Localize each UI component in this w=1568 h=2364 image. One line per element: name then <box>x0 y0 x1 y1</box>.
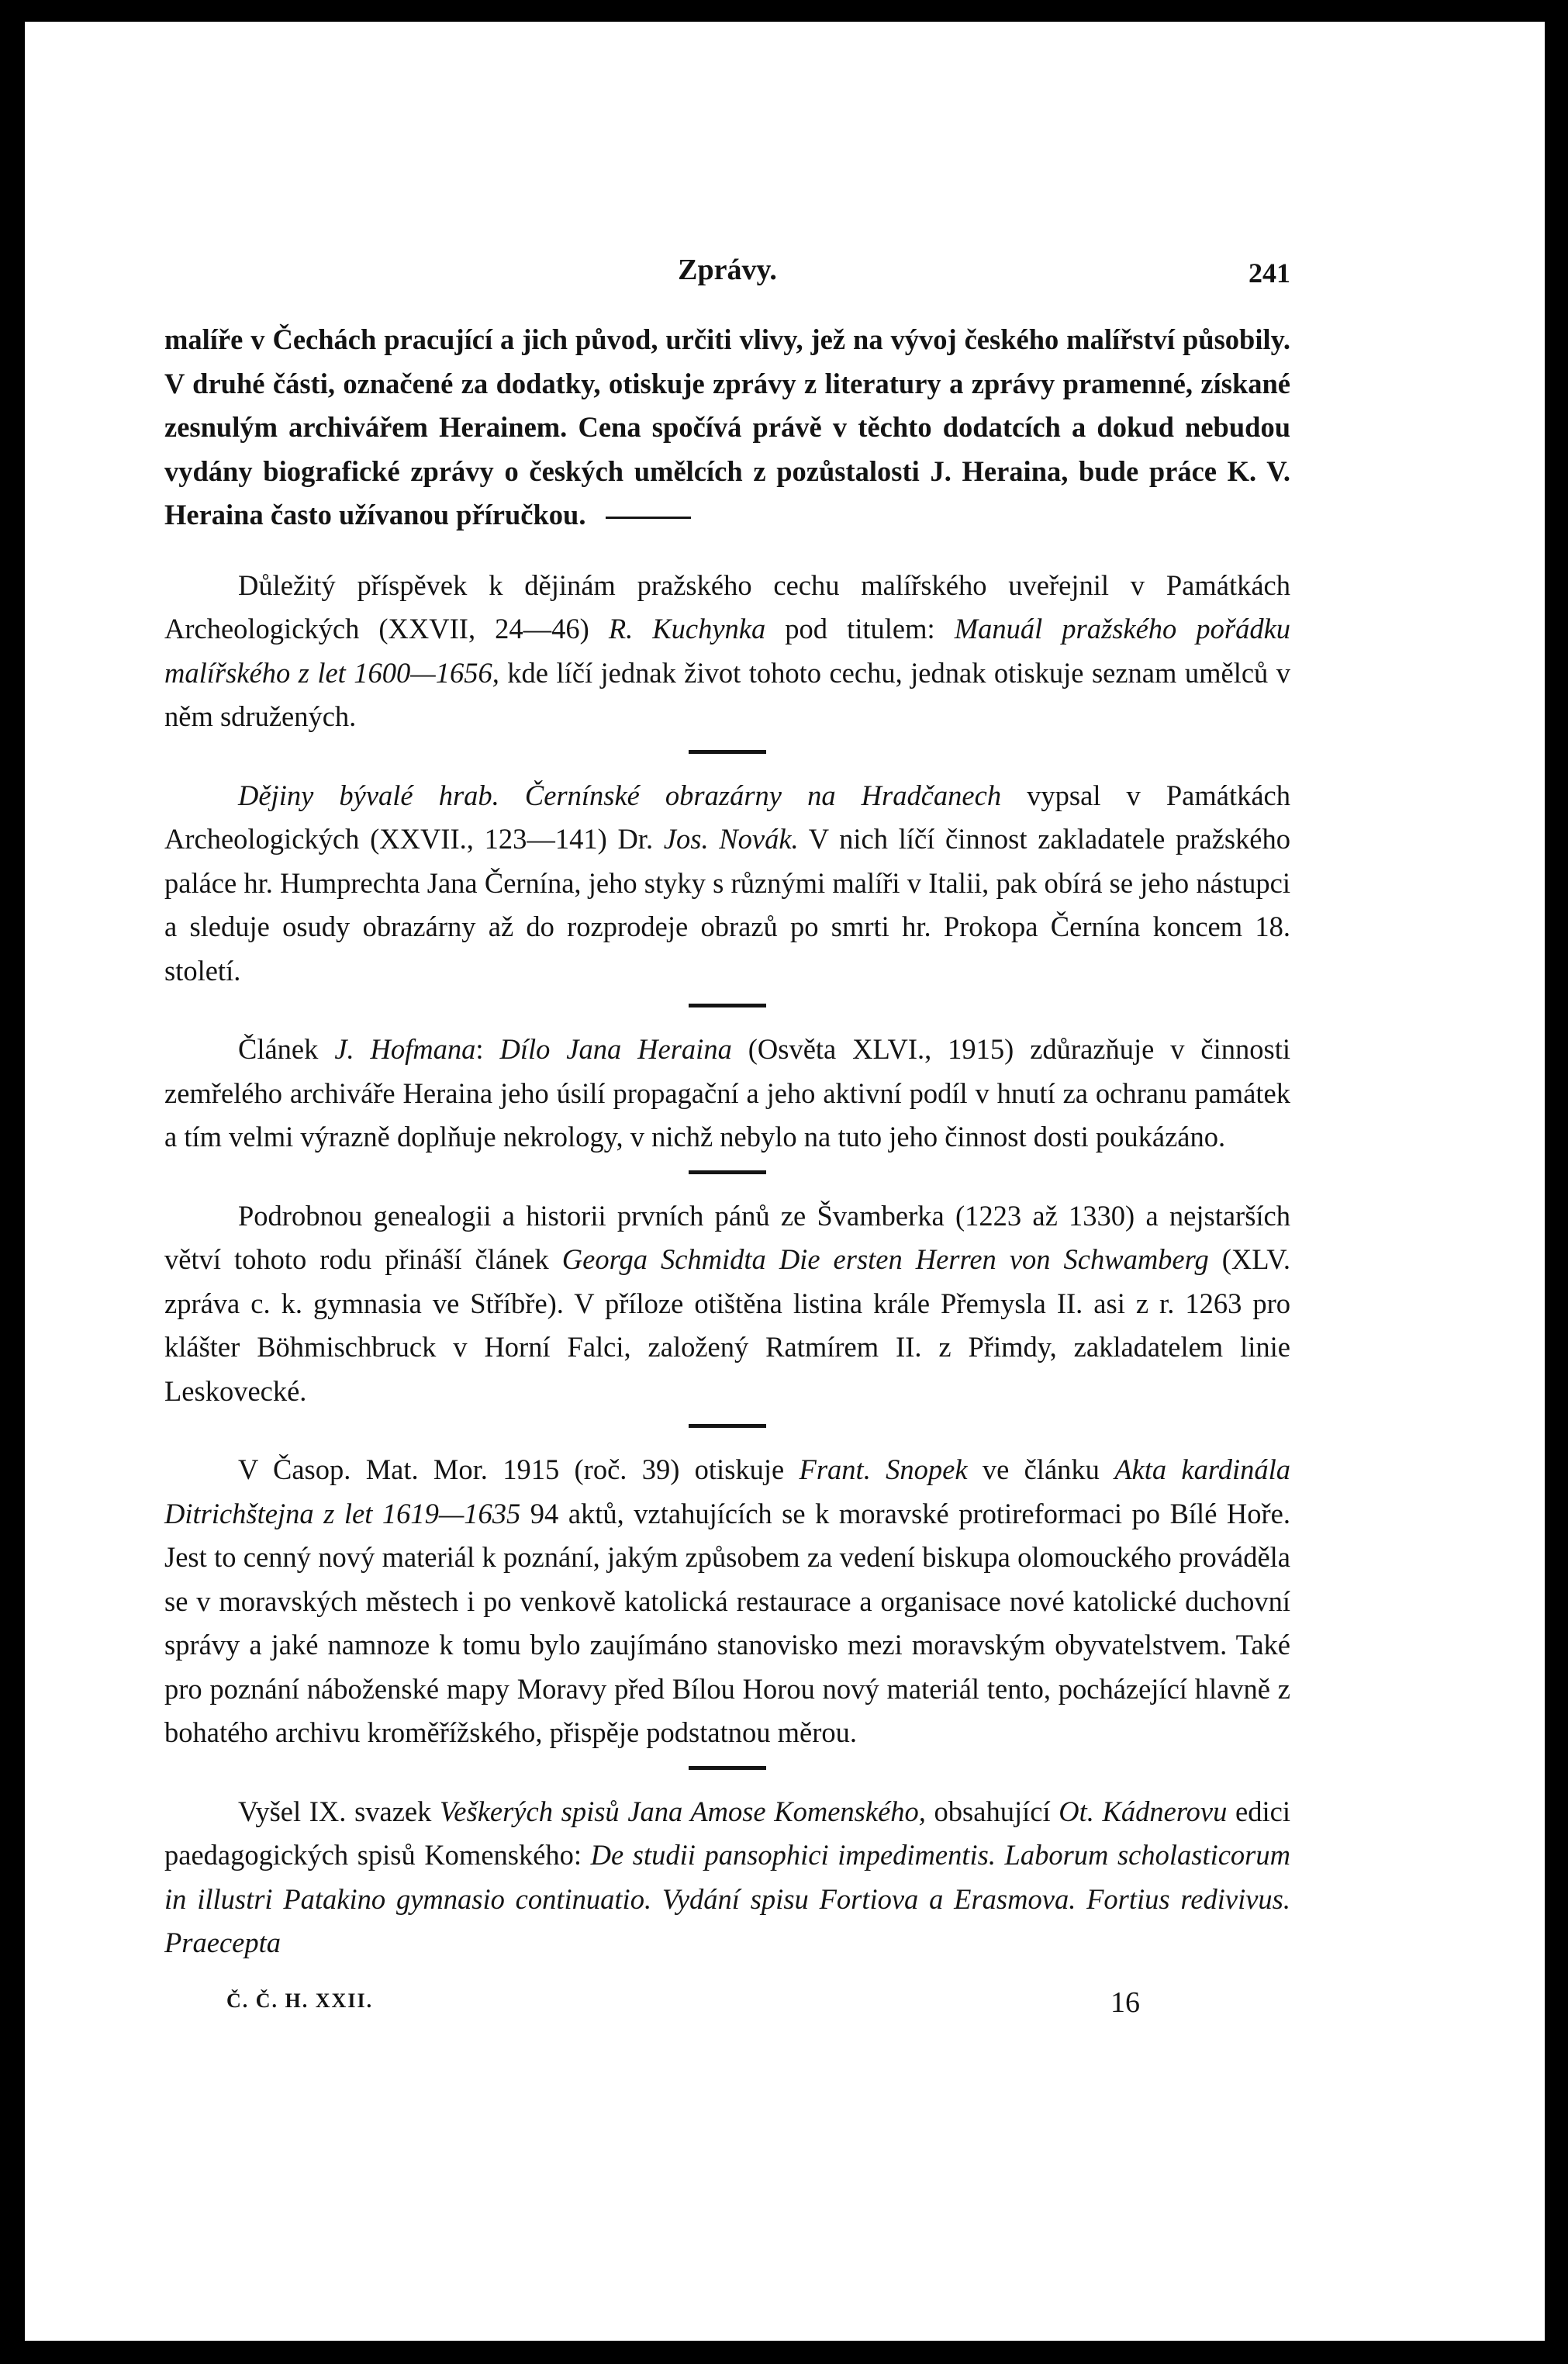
paragraph-svamberk <box>164 1194 1290 1414</box>
author-name: Georga Schmidta <box>561 1243 766 1275</box>
work-title: Veškerých spisů Jana Amose Komenského, <box>440 1795 926 1827</box>
paragraph-kuchynka <box>164 564 1290 739</box>
section-divider <box>689 1424 766 1428</box>
paragraph-text: V nich líčí činnost zakladatele pražského paláce hr. Humprechta Jana Černína, jeho styky s různými malíři v Italii, pak obírá se jeho nástupci a sleduje osudy obrazárny až do rozprodeje obrazů po smrti hr. Prokopa Černína koncem 18. století. <box>164 823 1291 987</box>
paragraph-text: Článek <box>238 1033 335 1065</box>
section-divider <box>689 750 766 754</box>
work-title: Dílo Jana Heraina <box>499 1033 732 1065</box>
paragraph-text: (XLV. zpráva c. k. gymnasia ve Stříbře). V příloze otištěna listina krále Přemysla II. asi z r. 1263 pro klášter Böhmischbruck v Horní Falci, založený Ratmírem II. z Přimdy, zakladatelem linie Leskovecké. <box>164 1243 1290 1407</box>
paragraph-text: (Osvěta XLVI., 1915) zdůrazňuje v činnosti zemřelého archiváře Heraina jeho úsilí propagační a jeho aktivní podíl v hnutí za ochranu památek a tím velmi výrazně doplňuje nekrology, v nichž nebylo na tuto jeho činnost dosti poukázáno. <box>164 1033 1290 1153</box>
work-title: Akta kardinála Ditrichštejna z let 1619—1635 <box>164 1453 1290 1529</box>
author-name: J. Hofmana <box>334 1033 476 1065</box>
paragraph-text: V Časop. Mat. Mor. 1915 (roč. 39) otiskuje <box>238 1453 800 1485</box>
paragraph-text: edici paedagogických spisů Komenského: <box>164 1795 1290 1871</box>
paragraph-cernin-gallery <box>164 774 1290 994</box>
page-number: 241 <box>1249 257 1290 289</box>
work-title: Dějiny bývalé hrab. Černínské obrazárny na Hradčanech <box>238 779 1002 811</box>
paragraph-text <box>766 1243 779 1275</box>
page <box>25 22 1545 2341</box>
paragraph-hofman <box>164 1028 1290 1160</box>
author-name: R. Kuchynka <box>608 613 766 645</box>
section-divider <box>606 517 691 519</box>
journal-signature: Č. Č. H. XXII. <box>226 1989 374 2012</box>
work-title: Manuál pražského pořádku malířského z let 1600—1656, <box>164 613 1291 689</box>
work-titles: De studii pansophici impedimentis. Laborum scholasticorum in illustri Patakino gymnasio continuatio. Vydání spisu Fortiova a Erasmova. Fortius redivivus. Praecepta <box>164 1839 1290 1958</box>
author-name: Jos. Novák. <box>663 823 799 855</box>
running-title: Zprávy. <box>678 254 777 286</box>
author-name: Ot. Kádnerovu <box>1059 1795 1228 1827</box>
work-title: Die ersten Herren von Schwamberg <box>779 1243 1209 1275</box>
paragraph-text: : <box>475 1033 500 1065</box>
paragraph-text: 94 aktů, vztahujících se k moravské protireformaci po Bílé Hoře. Jest to cenný nový materiál k poznání, jakým způsobem za vedení biskupa olomouckého prováděla se v moravských městech i po venkově katolická restaurace a organisace nové katolické duchovní správy a jaké namnoze k tomu bylo zaujímáno stanovisko mezi moravským obyvatelstvem. Také pro poznání náboženské mapy Moravy před Bílou Horou nový materiál tento, pocházející hlavně z bohatého archivu kroměřížského, přispěje podstatnou měrou. <box>164 1497 1290 1748</box>
section-divider <box>689 1766 766 1770</box>
paragraph-text: pod titulem: <box>765 613 955 645</box>
paragraph-text: ve článku <box>967 1453 1115 1485</box>
page-footer <box>164 1973 1290 2027</box>
sheet-number: 16 <box>1110 1986 1140 2019</box>
paragraph-snopek <box>164 1448 1290 1755</box>
paragraph-text: malíře v Čechách pracující a jich původ, určiti vlivy, jež na vývoj českého malířství působily. V druhé části, označené za dodatky, otiskuje zprávy z literatury a zprávy pramenné, získané zesnulým archivářem Herainem. Cena spočívá právě v těchto dodatcích a dokud nebudou vydány biografické zprávy o českých umělcích z pozůstalosti J. Heraina, bude práce K. V. Heraina často užívanou příručkou. <box>164 323 1290 531</box>
paragraph-heraina-continued <box>164 318 1290 537</box>
paragraph-text: vypsal v Památkách Archeologických (XXVII., 123—141) Dr. <box>164 779 1290 855</box>
paragraph-text: Podrobnou genealogii a historii prvních pánů ze Švamberka (1223 až 1330) a nejstarších větví tohoto rodu přináší článek <box>164 1199 1290 1275</box>
paragraph-text: obsahující <box>925 1795 1059 1827</box>
paragraph-text: Důležitý příspěvek k dějinám pražského cechu malířského uveřejnil v Památkách Archeologických (XXVII, 24—46) <box>164 569 1290 645</box>
author-name: Frant. Snopek <box>799 1453 968 1485</box>
section-divider <box>689 1170 766 1174</box>
running-head <box>164 248 1290 318</box>
paragraph-komensky <box>164 1790 1290 1965</box>
section-divider <box>689 1004 766 1007</box>
page-content <box>164 248 1290 2027</box>
paragraph-text: Vyšel IX. svazek <box>238 1795 440 1827</box>
paragraph-text: kde líčí jednak život tohoto cechu, jednak otiskuje seznam umělců v něm sdružených. <box>164 656 1290 732</box>
